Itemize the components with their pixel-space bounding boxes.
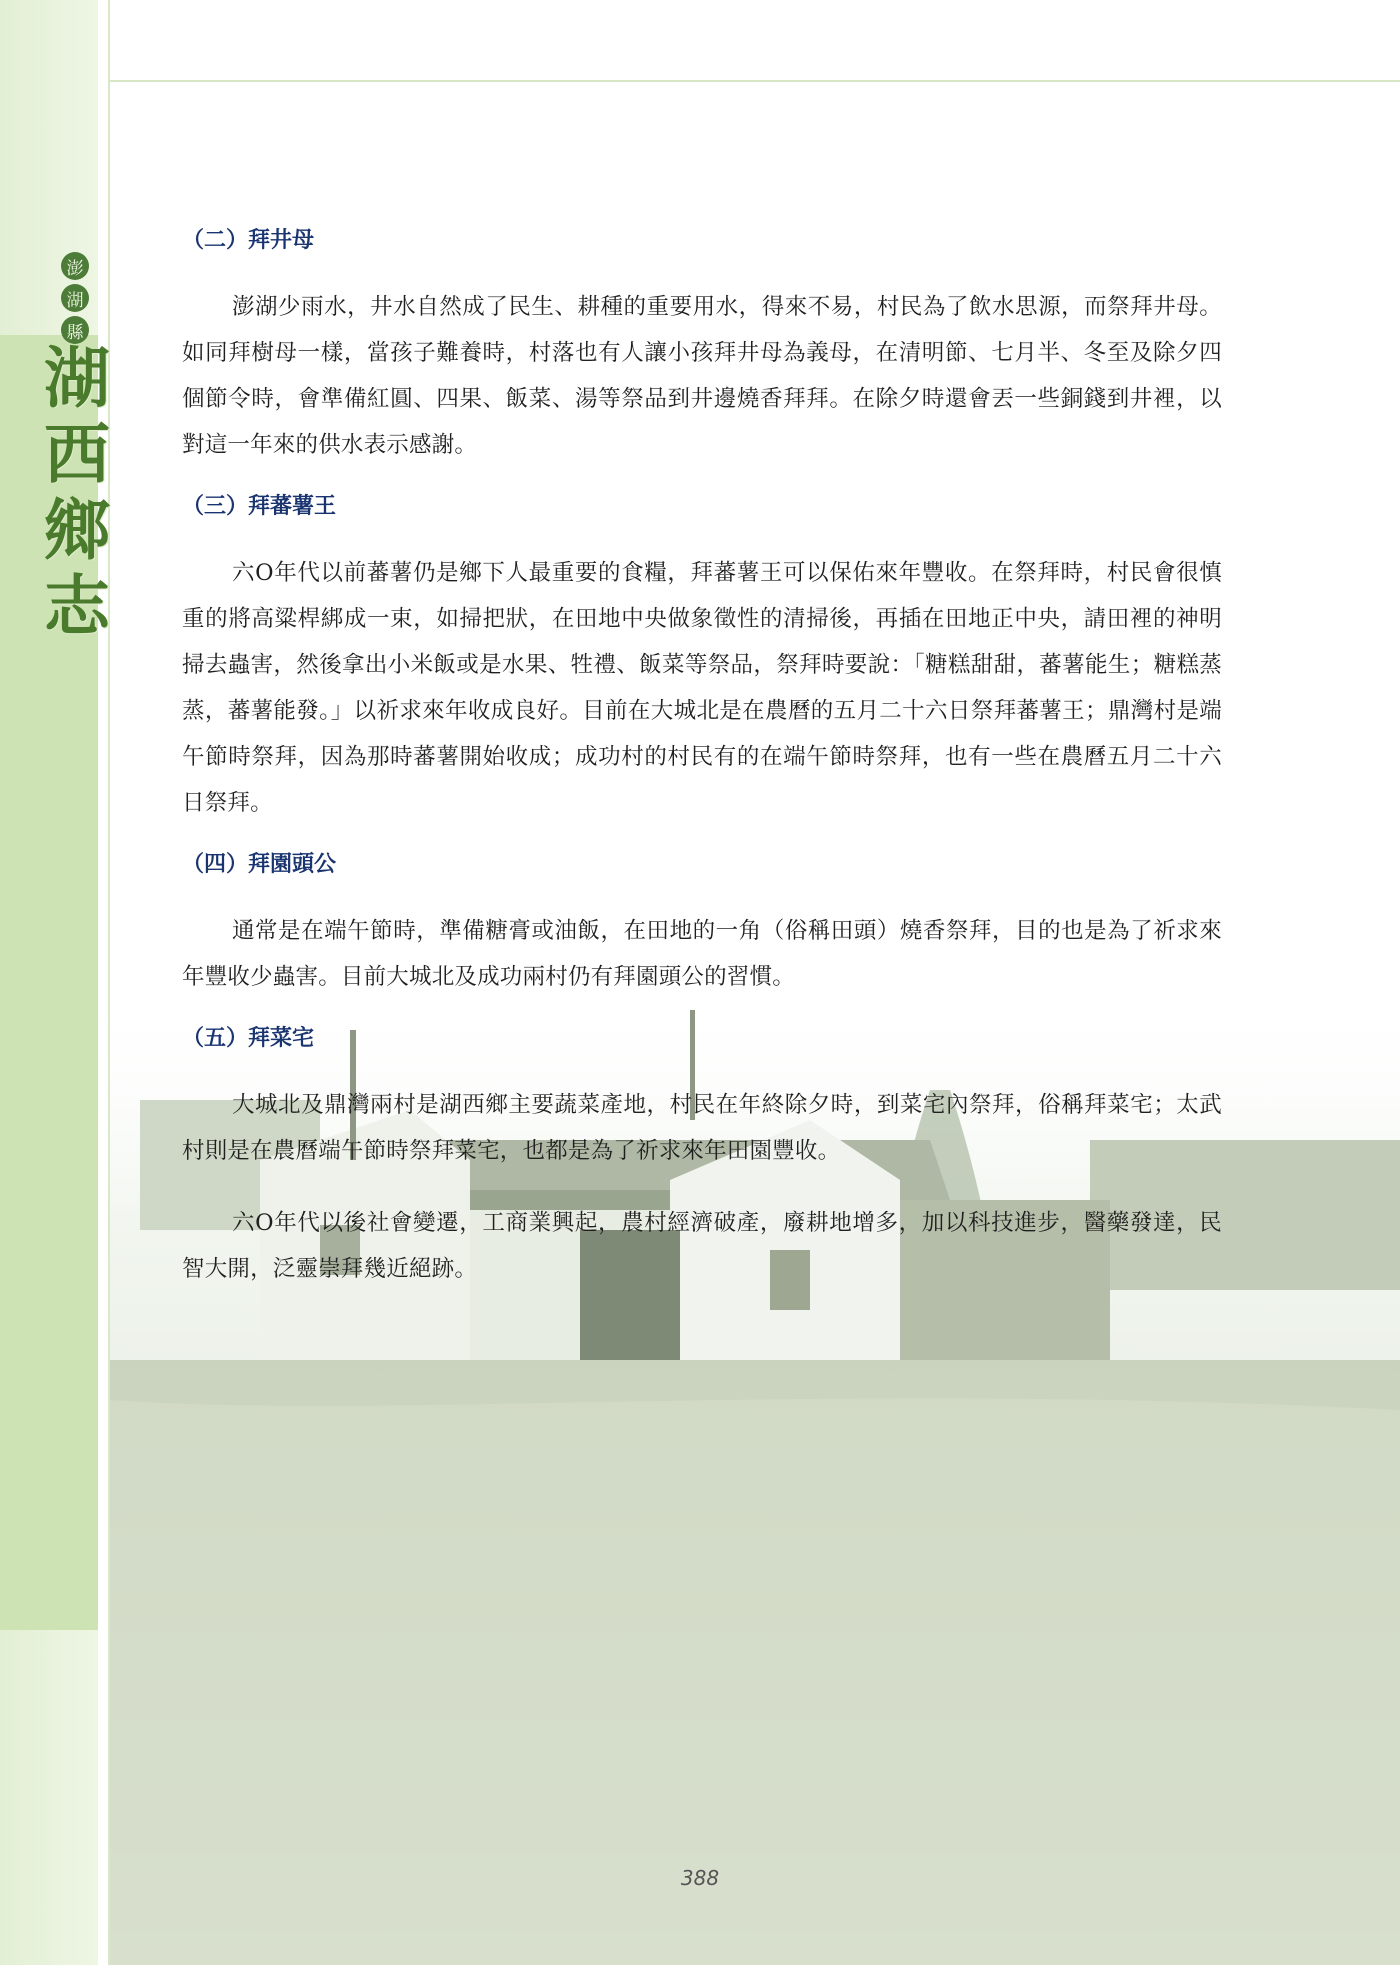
book-title-char: 西 <box>44 415 110 493</box>
county-seal-char: 澎 <box>61 252 89 280</box>
section-paragraph: 澎湖少雨水，井水自然成了民生、耕種的重要用水，得來不易，村民為了飲水思源，而祭拜井母。如同拜樹母一樣，當孩子難養時，村落也有人讓小孩拜井母為義母，在清明節、七月半、冬至及除夕四個節令時，會準備紅圓、四果、飯菜、湯等祭品到井邊燒香拜拜。在除夕時還會丟一些銅錢到井裡，以對這一年來的供水表示感謝。 <box>182 294 1222 458</box>
section-paragraph: 通常是在端午節時，準備糖膏或油飯，在田地的一角（俗稱田頭）燒香祭拜，目的也是為了祈求來年豐收少蟲害。目前大城北及成功兩村仍有拜園頭公的習慣。 <box>182 918 1222 990</box>
section-paragraph: 大城北及鼎灣兩村是湖西鄉主要蔬菜產地，村民在年終除夕時，到菜宅內祭拜，俗稱拜菜宅；太武村則是在農曆端午節時祭拜菜宅，也都是為了祈求來年田園豐收。 <box>182 1092 1222 1164</box>
section-paragraph: 六O年代以後社會變遷，工商業興起，農村經濟破產，廢耕地增多，加以科技進步，醫藥發達，民智大開，泛靈崇拜幾近絕跡。 <box>182 1210 1222 1282</box>
book-title-char: 鄉 <box>44 491 110 569</box>
county-seal-char: 縣 <box>61 316 89 344</box>
section-heading: （四）拜園頭公 <box>182 851 337 877</box>
header-divider <box>110 80 1400 82</box>
county-seal-char: 湖 <box>61 284 89 312</box>
section-heading: （三）拜蕃薯王 <box>182 493 337 519</box>
section-paragraph: 六O年代以前蕃薯仍是鄉下人最重要的食糧，拜蕃薯王可以保佑來年豐收。在祭拜時，村民會很慎重的將高粱桿綁成一束，如掃把狀，在田地中央做象徵性的清掃後，再插在田地正中央，請田裡的神明掃去蟲害，然後拿出小米飯或是水果、牲禮、飯菜等祭品，祭拜時要說：「糖糕甜甜，蕃薯能生；糖糕蒸蒸，蕃薯能發。」以祈求來年收成良好。目前在大城北是在農曆的五月二十六日祭拜蕃薯王；鼎灣村是端午節時祭拜，因為那時蕃薯開始收成；成功村的村民有的在端午節時祭拜，也有一些在農曆五月二十六日祭拜。 <box>182 560 1222 816</box>
book-title-char: 志 <box>44 567 110 645</box>
book-title-vertical <box>42 340 112 644</box>
county-seal <box>58 252 92 344</box>
section-heading: （五）拜菜宅 <box>182 1025 315 1051</box>
section-heading: （二）拜井母 <box>182 227 315 253</box>
page-number: 388 <box>680 1866 720 1890</box>
book-title-char: 湖 <box>44 339 110 417</box>
article-body <box>182 222 1222 1292</box>
